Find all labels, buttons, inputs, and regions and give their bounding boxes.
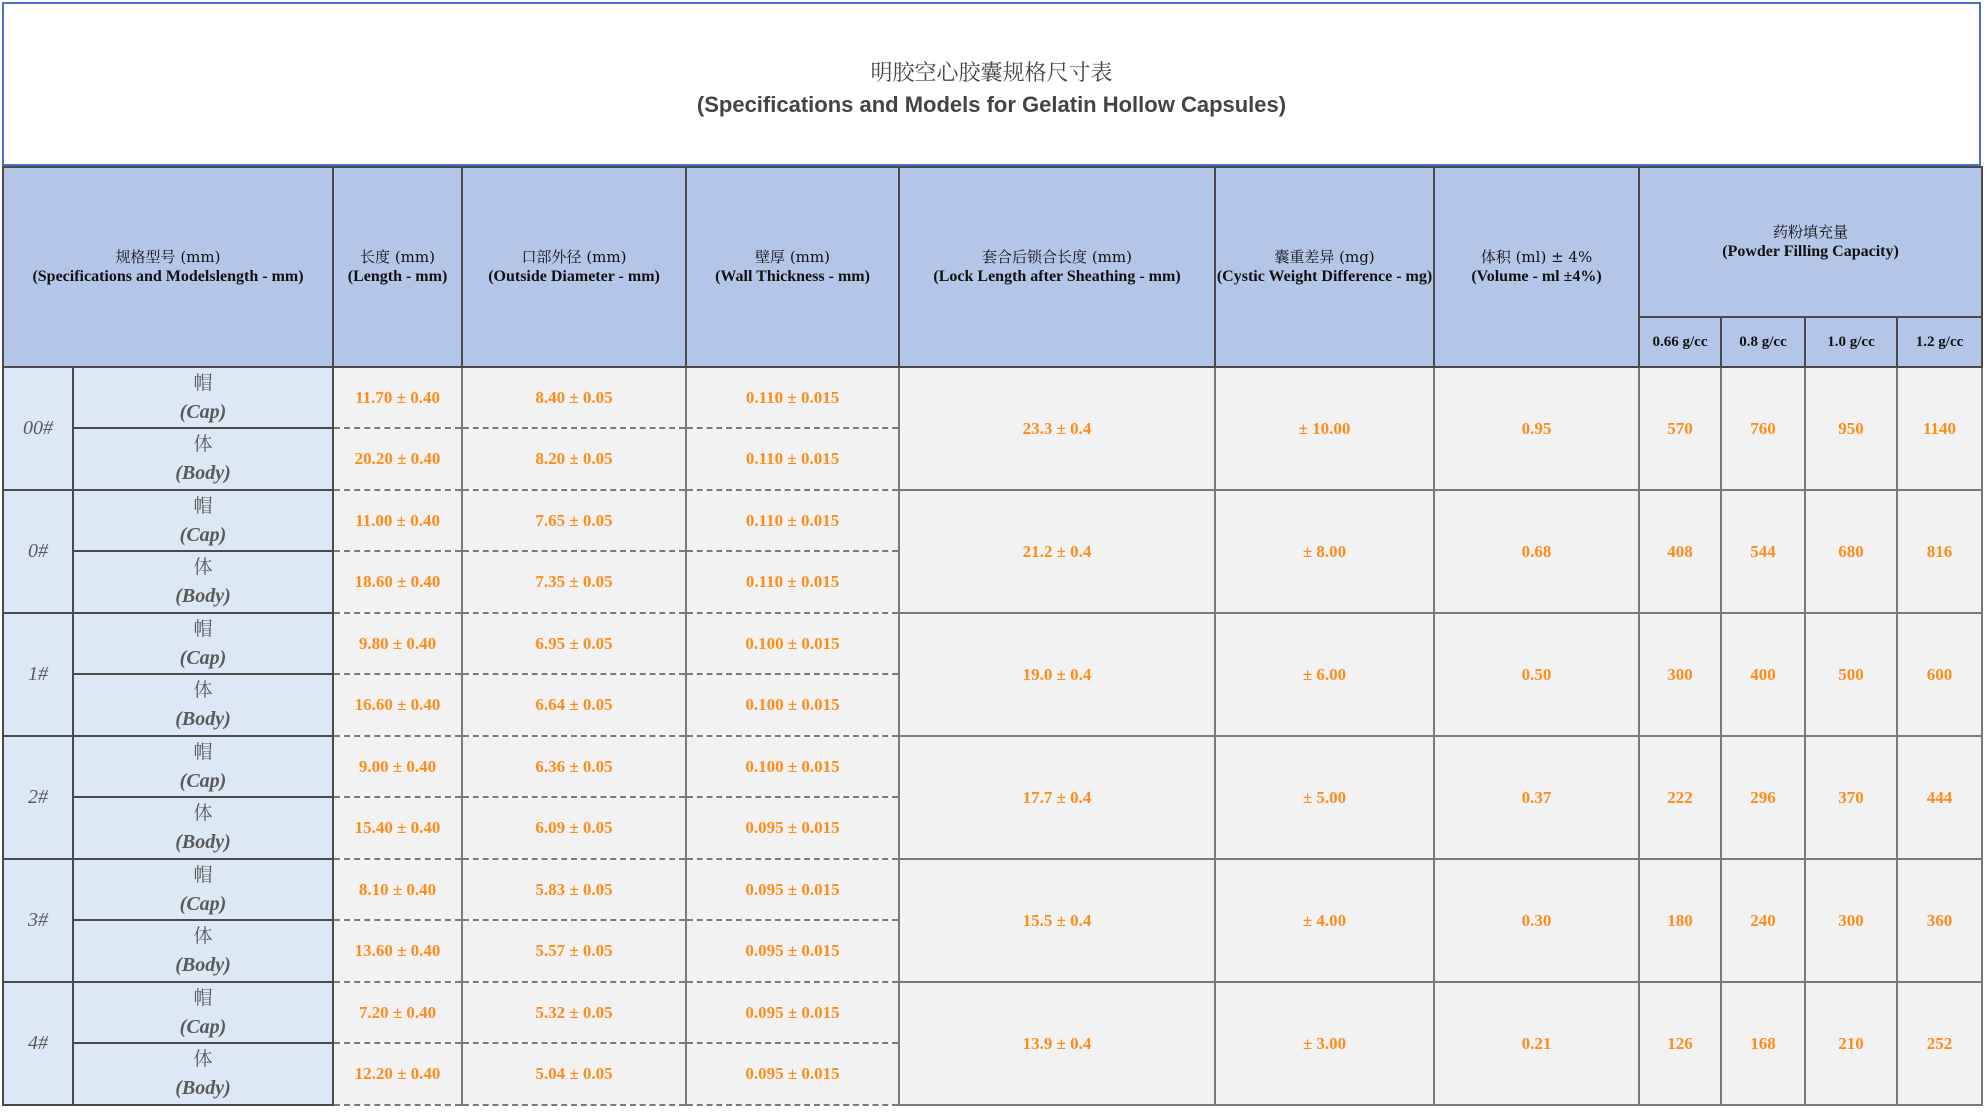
part-label-body-en: (Body) xyxy=(175,831,231,853)
fill-capacity: 126 xyxy=(1639,982,1721,1105)
part-label-cap-en: (Cap) xyxy=(179,769,227,792)
part-label-body-cn: 体 xyxy=(193,679,213,701)
part-label-body xyxy=(73,428,333,490)
weight-diff: ± 4.00 xyxy=(1215,859,1434,982)
capsule-spec-table xyxy=(2,166,1983,1106)
header-diameter-cn: 口部外径 (mm) xyxy=(521,248,627,266)
model-label: 4# xyxy=(3,982,73,1105)
cap-length: 8.10 ± 0.40 xyxy=(333,859,462,920)
cap-wall: 0.110 ± 0.015 xyxy=(686,490,899,551)
table-row-cap xyxy=(3,490,1982,551)
header-volume xyxy=(1434,167,1639,367)
fill-capacity: 300 xyxy=(1639,613,1721,736)
part-label-cap-cn: 帽 xyxy=(193,617,213,640)
fill-capacity: 210 xyxy=(1805,982,1897,1105)
part-label-body-en: (Body) xyxy=(175,462,231,484)
header-lock-en: (Lock Length after Sheathing - mm) xyxy=(933,268,1181,285)
header-lock xyxy=(899,167,1215,367)
density-12: 1.2 g/cc xyxy=(1897,317,1982,367)
title-banner xyxy=(2,2,1981,166)
part-label-cap-cn: 帽 xyxy=(193,740,213,763)
model-label: 2# xyxy=(3,736,73,859)
part-label-cap xyxy=(73,982,333,1043)
fill-capacity: 240 xyxy=(1721,859,1805,982)
fill-capacity: 1140 xyxy=(1897,367,1982,490)
header-row xyxy=(3,167,1982,317)
lock-length: 15.5 ± 0.4 xyxy=(899,859,1215,982)
header-wall-cn: 壁厚 (mm) xyxy=(755,248,830,266)
header-lock-cn: 套合后锁合长度 (mm) xyxy=(982,248,1132,266)
cap-diameter: 7.65 ± 0.05 xyxy=(462,490,686,551)
fill-capacity: 400 xyxy=(1721,613,1805,736)
part-label-cap-en: (Cap) xyxy=(179,646,227,669)
header-model-en: (Specifications and Modelslength - mm) xyxy=(32,268,304,285)
header-powder xyxy=(1639,167,1982,317)
volume: 0.95 xyxy=(1434,367,1639,490)
body-wall: 0.095 ± 0.015 xyxy=(686,920,899,982)
header-powder-en: (Powder Filling Capacity) xyxy=(1722,243,1899,260)
header-volume-en: (Volume - ml ±4%) xyxy=(1471,268,1602,285)
fill-capacity: 360 xyxy=(1897,859,1982,982)
fill-capacity: 300 xyxy=(1805,859,1897,982)
table-row-cap xyxy=(3,859,1982,920)
part-label-cap-en: (Cap) xyxy=(179,400,227,423)
volume: 0.68 xyxy=(1434,490,1639,613)
header-powder-cn: 药粉填充量 xyxy=(1773,223,1849,241)
model-label: 0# xyxy=(3,490,73,613)
part-label-body-cn: 体 xyxy=(193,925,213,947)
cap-wall: 0.110 ± 0.015 xyxy=(686,367,899,428)
part-label-cap xyxy=(73,736,333,797)
part-label-cap xyxy=(73,613,333,674)
part-label-body xyxy=(73,920,333,982)
part-label-cap-cn: 帽 xyxy=(193,371,213,394)
part-label-body-cn: 体 xyxy=(193,433,213,455)
cap-length: 11.00 ± 0.40 xyxy=(333,490,462,551)
table-row-cap xyxy=(3,982,1982,1043)
volume: 0.50 xyxy=(1434,613,1639,736)
body-length: 18.60 ± 0.40 xyxy=(333,551,462,613)
volume: 0.37 xyxy=(1434,736,1639,859)
header-wall-en: (Wall Thickness - mm) xyxy=(715,268,870,285)
fill-capacity: 570 xyxy=(1639,367,1721,490)
model-label: 00# xyxy=(3,367,73,490)
body-diameter: 5.57 ± 0.05 xyxy=(462,920,686,982)
header-weight xyxy=(1215,167,1434,367)
body-length: 12.20 ± 0.40 xyxy=(333,1043,462,1105)
fill-capacity: 544 xyxy=(1721,490,1805,613)
body-diameter: 7.35 ± 0.05 xyxy=(462,551,686,613)
cap-length: 9.00 ± 0.40 xyxy=(333,736,462,797)
header-model-cn: 规格型号 (mm) xyxy=(115,248,221,266)
fill-capacity: 252 xyxy=(1897,982,1982,1105)
table-row-cap xyxy=(3,367,1982,428)
part-label-body-en: (Body) xyxy=(175,708,231,730)
part-label-body xyxy=(73,797,333,859)
header-wall xyxy=(686,167,899,367)
body-length: 13.60 ± 0.40 xyxy=(333,920,462,982)
cap-diameter: 6.95 ± 0.05 xyxy=(462,613,686,674)
cap-wall: 0.100 ± 0.015 xyxy=(686,613,899,674)
cap-diameter: 5.32 ± 0.05 xyxy=(462,982,686,1043)
cap-length: 9.80 ± 0.40 xyxy=(333,613,462,674)
part-label-cap-en: (Cap) xyxy=(179,523,227,546)
part-label-cap xyxy=(73,859,333,920)
model-label: 1# xyxy=(3,613,73,736)
table-row-cap xyxy=(3,736,1982,797)
part-label-body xyxy=(73,551,333,613)
body-diameter: 6.09 ± 0.05 xyxy=(462,797,686,859)
lock-length: 13.9 ± 0.4 xyxy=(899,982,1215,1105)
header-diameter xyxy=(462,167,686,367)
part-label-body-cn: 体 xyxy=(193,802,213,824)
part-label-body-cn: 体 xyxy=(193,556,213,578)
cap-diameter: 8.40 ± 0.05 xyxy=(462,367,686,428)
body-wall: 0.095 ± 0.015 xyxy=(686,797,899,859)
weight-diff: ± 10.00 xyxy=(1215,367,1434,490)
body-length: 20.20 ± 0.40 xyxy=(333,428,462,490)
fill-capacity: 760 xyxy=(1721,367,1805,490)
body-diameter: 5.04 ± 0.05 xyxy=(462,1043,686,1105)
lock-length: 23.3 ± 0.4 xyxy=(899,367,1215,490)
part-label-body-en: (Body) xyxy=(175,954,231,976)
weight-diff: ± 3.00 xyxy=(1215,982,1434,1105)
body-length: 15.40 ± 0.40 xyxy=(333,797,462,859)
header-diameter-en: (Outside Diameter - mm) xyxy=(488,268,660,285)
body-diameter: 8.20 ± 0.05 xyxy=(462,428,686,490)
header-length-en: (Length - mm) xyxy=(347,268,448,285)
body-length: 16.60 ± 0.40 xyxy=(333,674,462,736)
part-label-body-en: (Body) xyxy=(175,1077,231,1099)
volume: 0.21 xyxy=(1434,982,1639,1105)
part-label-body-cn: 体 xyxy=(193,1048,213,1070)
header-length xyxy=(333,167,462,367)
density-10: 1.0 g/cc xyxy=(1805,317,1897,367)
header-weight-cn: 囊重差异 (mg) xyxy=(1274,248,1375,266)
volume: 0.30 xyxy=(1434,859,1639,982)
cap-length: 11.70 ± 0.40 xyxy=(333,367,462,428)
header-weight-en: (Cystic Weight Difference - mg) xyxy=(1216,268,1433,285)
table-body xyxy=(3,167,1982,1105)
fill-capacity: 816 xyxy=(1897,490,1982,613)
body-wall: 0.110 ± 0.015 xyxy=(686,551,899,613)
fill-capacity: 600 xyxy=(1897,613,1982,736)
cap-wall: 0.095 ± 0.015 xyxy=(686,859,899,920)
cap-wall: 0.095 ± 0.015 xyxy=(686,982,899,1043)
lock-length: 17.7 ± 0.4 xyxy=(899,736,1215,859)
fill-capacity: 408 xyxy=(1639,490,1721,613)
part-label-body xyxy=(73,1043,333,1105)
header-volume-cn: 体积 (ml) ± 4% xyxy=(1480,248,1593,266)
fill-capacity: 950 xyxy=(1805,367,1897,490)
part-label-cap-en: (Cap) xyxy=(179,892,227,915)
fill-capacity: 370 xyxy=(1805,736,1897,859)
fill-capacity: 180 xyxy=(1639,859,1721,982)
density-066: 0.66 g/cc xyxy=(1639,317,1721,367)
model-label: 3# xyxy=(3,859,73,982)
weight-diff: ± 5.00 xyxy=(1215,736,1434,859)
fill-capacity: 500 xyxy=(1805,613,1897,736)
weight-diff: ± 6.00 xyxy=(1215,613,1434,736)
title-chinese: 明胶空心胶囊规格尺寸表 xyxy=(870,61,1113,86)
table-row-cap xyxy=(3,613,1982,674)
header-model xyxy=(3,167,333,367)
lock-length: 21.2 ± 0.4 xyxy=(899,490,1215,613)
body-diameter: 6.64 ± 0.05 xyxy=(462,674,686,736)
weight-diff: ± 8.00 xyxy=(1215,490,1434,613)
cap-diameter: 5.83 ± 0.05 xyxy=(462,859,686,920)
part-label-body xyxy=(73,674,333,736)
density-08: 0.8 g/cc xyxy=(1721,317,1805,367)
part-label-cap-cn: 帽 xyxy=(193,986,213,1009)
lock-length: 19.0 ± 0.4 xyxy=(899,613,1215,736)
fill-capacity: 296 xyxy=(1721,736,1805,859)
part-label-cap xyxy=(73,490,333,551)
part-label-cap-cn: 帽 xyxy=(193,863,213,886)
part-label-cap-en: (Cap) xyxy=(179,1015,227,1038)
cap-wall: 0.100 ± 0.015 xyxy=(686,736,899,797)
title-english: (Specifications and Models for Gelatin Hollow Capsules) xyxy=(696,92,1287,117)
body-wall: 0.095 ± 0.015 xyxy=(686,1043,899,1105)
cap-diameter: 6.36 ± 0.05 xyxy=(462,736,686,797)
fill-capacity: 222 xyxy=(1639,736,1721,859)
header-length-cn: 长度 (mm) xyxy=(360,248,435,266)
fill-capacity: 680 xyxy=(1805,490,1897,613)
cap-length: 7.20 ± 0.40 xyxy=(333,982,462,1043)
part-label-cap-cn: 帽 xyxy=(193,494,213,517)
body-wall: 0.110 ± 0.015 xyxy=(686,428,899,490)
part-label-cap xyxy=(73,367,333,428)
fill-capacity: 444 xyxy=(1897,736,1982,859)
fill-capacity: 168 xyxy=(1721,982,1805,1105)
part-label-body-en: (Body) xyxy=(175,585,231,607)
body-wall: 0.100 ± 0.015 xyxy=(686,674,899,736)
